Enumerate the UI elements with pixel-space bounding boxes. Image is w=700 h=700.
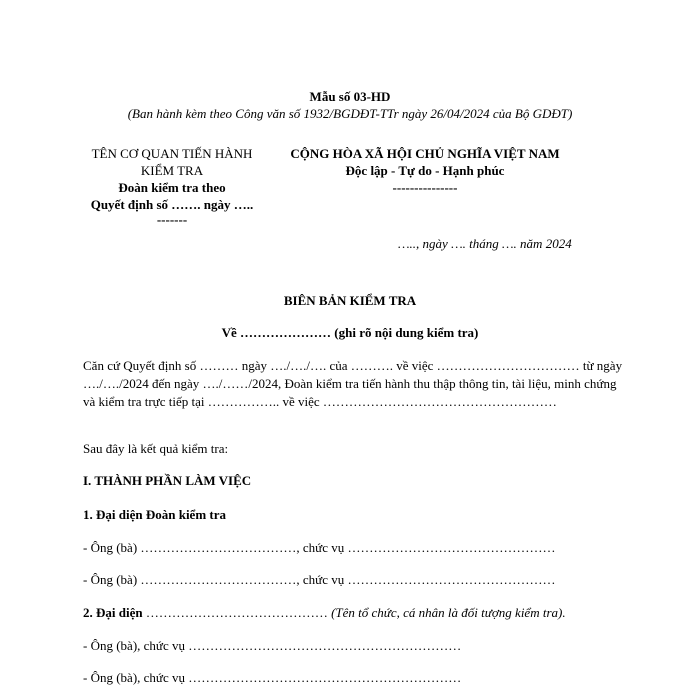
intro-paragraph: Căn cứ Quyết định số ……… ngày …./…./…. của ………. về việc …………………………… từ ngày …./…./2024 đến ngày …./……/2024, Đoàn kiểm tra tiến hành thu thập thông tin, tài liệu, minh chứng và kiểm tra trực tiếp tại …………….. về việc ………………………………………………: [83, 358, 623, 409]
decision-number-line: Quyết định số ……. ngày …..: [90, 197, 254, 212]
inspection-team-line: Đoàn kiểm tra theo: [118, 180, 226, 195]
issued-note: (Ban hành kèm theo Công văn số 1932/BGDĐT-TTr ngày 26/04/2024 của Bộ GDĐT): [127, 106, 573, 121]
form-number: Mẫu số 03-HD: [309, 89, 391, 104]
left-header-divider: -------: [156, 212, 188, 227]
target-representative-line: - Ông (bà), chức vụ ………………………………………………………: [83, 670, 462, 685]
target-representative-line: - Ông (bà), chức vụ ………………………………………………………: [83, 638, 462, 653]
subsection-1-heading: 1. Đại diện Đoàn kiểm tra: [83, 507, 226, 522]
subsection-2-note: (Tên tổ chức, cá nhân là đối tượng kiểm tra).: [327, 605, 566, 620]
date-line: ….., ngày …. tháng …. năm 2024: [398, 236, 572, 251]
motto: Độc lập - Tự do - Hạnh phúc: [345, 163, 505, 178]
subsection-2-dots: ……………………………………: [142, 605, 328, 620]
document-title: BIÊN BẢN KIỂM TRA: [283, 293, 417, 308]
subsection-2-heading: [83, 605, 566, 621]
country-name: CỘNG HÒA XÃ HỘI CHỦ NGHĨA VIỆT NAM: [290, 146, 560, 161]
section-1-heading: I. THÀNH PHẦN LÀM VIỆC: [83, 473, 252, 488]
agency-name-line1: TÊN CƠ QUAN TIẾN HÀNH: [91, 146, 253, 161]
document-subtitle: Về ………………… (ghi rõ nội dung kiểm tra): [221, 325, 479, 340]
team-member-line: - Ông (bà) ………………………………, chức vụ …………………………………………: [83, 540, 556, 555]
right-header-divider: ---------------: [392, 180, 458, 195]
results-intro: Sau đây là kết quả kiểm tra:: [83, 441, 229, 456]
agency-name-line2: KIỂM TRA: [140, 163, 204, 178]
subsection-2-label: 2. Đại diện: [83, 605, 143, 620]
team-member-line: - Ông (bà) ………………………………, chức vụ …………………………………………: [83, 572, 556, 587]
